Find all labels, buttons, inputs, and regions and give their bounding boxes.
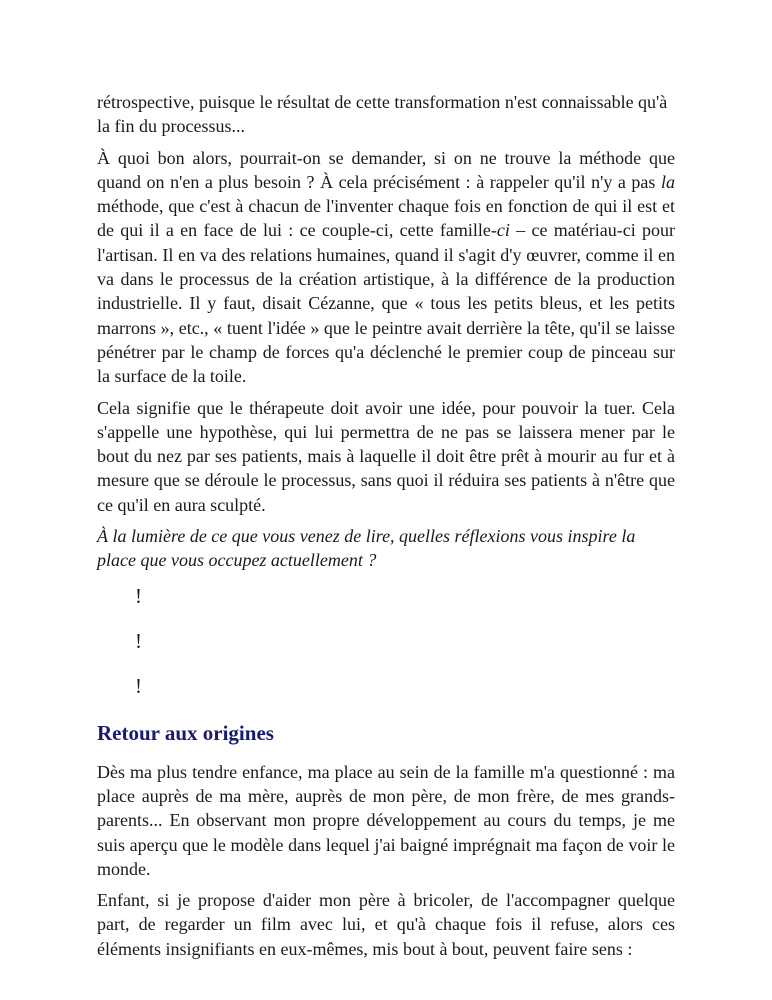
section-heading: Retour aux origines bbox=[97, 720, 274, 745]
method-text-part1: À quoi bon alors, pourrait-on se demander, si on ne trouve la méthode que quand on n'en a plus besoin ? À cela précisément : à rappeler qu'il n'y a pas bbox=[97, 147, 675, 192]
method-text-part2: méthode, que c'est à chacun de l'inventer chaque fois en fonction de qui il est et de qui il a en face de lui : ce couple-ci, cette famille- bbox=[97, 196, 675, 241]
method-italic-ci: ci bbox=[496, 220, 510, 241]
document-page bbox=[97, 90, 675, 968]
answer-bullet: ! bbox=[135, 583, 142, 608]
answer-bullet: ! bbox=[135, 628, 142, 653]
reflection-question: À la lumière de ce que vous venez de lire, quelles réflexions vous inspire la place que vous occupez actuellement ? bbox=[97, 526, 636, 571]
childhood-paragraph: Dès ma plus tendre enfance, ma place au sein de la famille m'a questionné : ma place auprès de ma mère, auprès de mon père, de mon frère, de mes grands-parents... En observant mon propre développement au cours du temps, je me suis aperçu que le modèle dans lequel j'ai baigné imprégnait ma façon de voir le monde. bbox=[97, 761, 675, 879]
answer-bullet-list bbox=[135, 585, 675, 697]
child-paragraph: Enfant, si je propose d'aider mon père à bricoler, de l'accompagner quelque part, de regarder un film avec lui, et qu'à chaque fois il refuse, alors ces éléments insignifiants en eux-mêmes, mis bout à bout, peuvent faire sens : bbox=[97, 890, 675, 959]
method-text-part3: – ce matériau-ci pour l'artisan. Il en va des relations humaines, quand il s'agit d'y œuvrer, comme il en va dans le processus de la création artistique, à la différence de la production industrielle. Il y faut, disait Cézanne, que « tous les petits bleus, et les petits marrons », etc., « tuent l'idée » que le peintre avait derrière la tête, qu'il se laisse pénétrer par le champ de forces qu'a déclenché le premier coup de pinceau sur la surface de la toile. bbox=[97, 220, 676, 387]
method-paragraph bbox=[97, 146, 675, 389]
method-italic-la: la bbox=[660, 171, 675, 192]
therapist-paragraph: Cela signifie que le thérapeute doit avoir une idée, pour pouvoir la tuer. Cela s'appelle une hypothèse, qui lui permettra de ne pas se laissera mener par le bout du nez par ses patients, mais à laquelle il doit être prêt à mourir au fur et à mesure que se déroule le processus, sans quoi il réduira ses patients à n'être que ce qu'il en aura sculpté. bbox=[97, 397, 675, 515]
intro-paragraph: rétrospective, puisque le résultat de cette transformation n'est connaissable qu'à la fin du processus... bbox=[97, 92, 668, 137]
answer-bullet: ! bbox=[135, 673, 142, 698]
